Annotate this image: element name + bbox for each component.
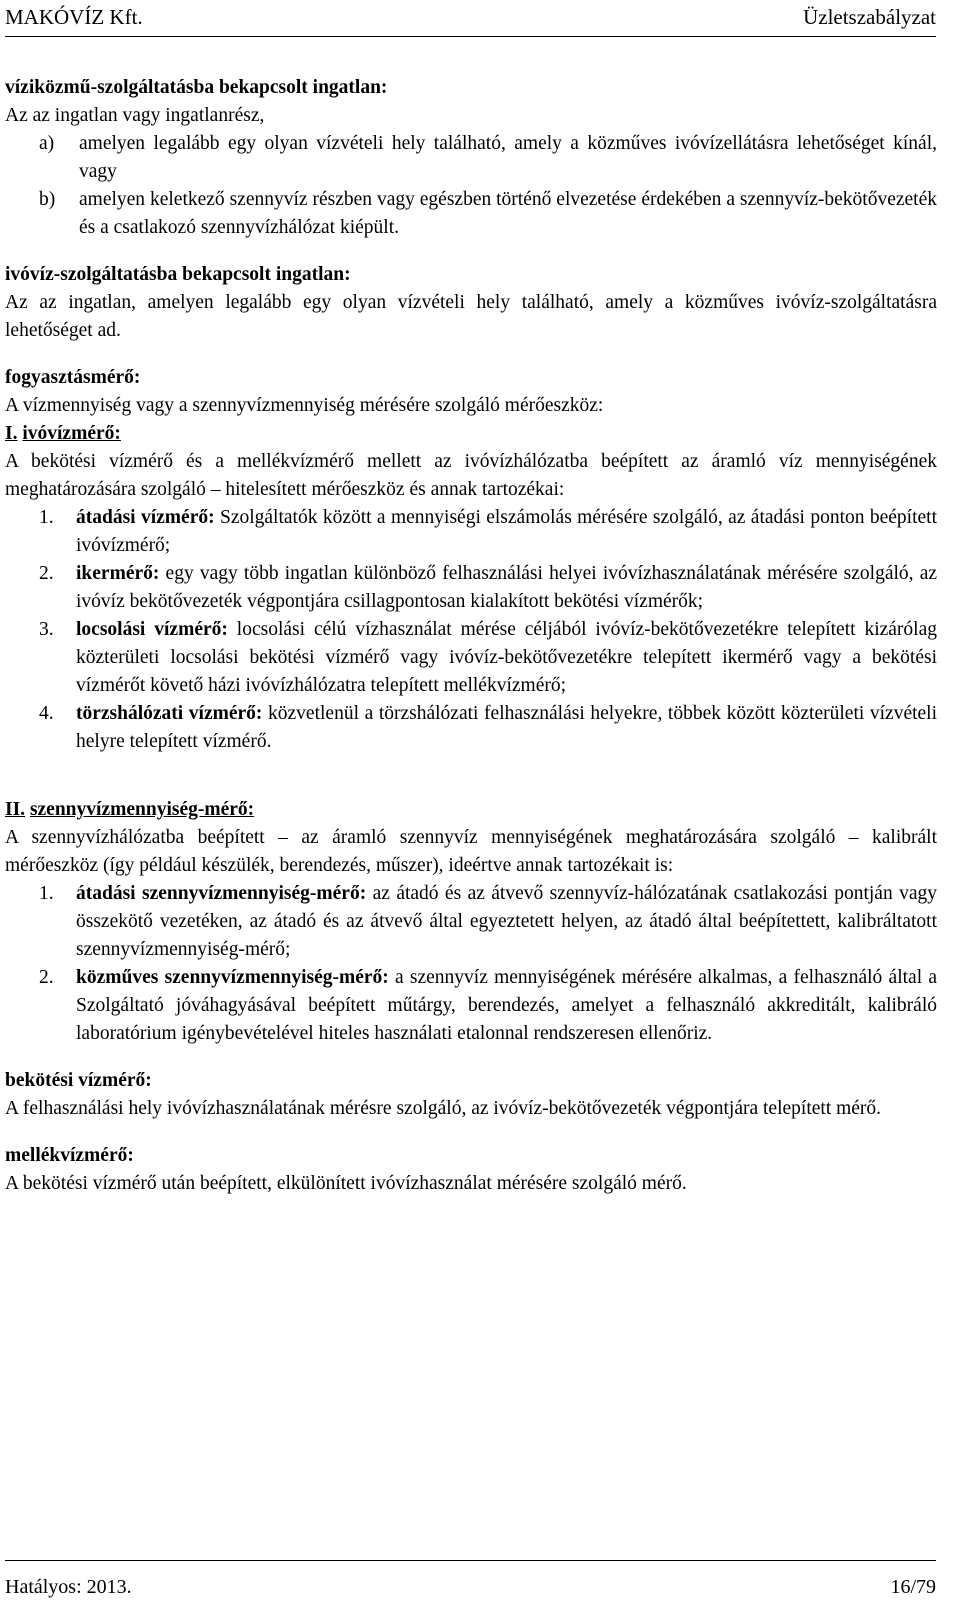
item-text: egy vagy több ingatlan különböző felhasználási helyei ivóvízhasználatának mérésére szolgáló, az ivóvíz bekötővezeték végpontjára csillagpontosan kialakított bekötési vízmérők; <box>76 563 938 612</box>
list-marker: a) <box>39 133 55 154</box>
item-text: az átadó és az átvevő szennyvíz-hálózatának csatlakozási pontján vagy összekötő vezetéken, az átadó és az átvevő által egyeztetett helyen, az átadó által beépítettett, kalibráltatott szennyvízmennyiség-mérő; <box>76 883 938 960</box>
list-item-text: amelyen legalább egy olyan vízvételi hely található, amely a közműves ivóvízellátásra lehetőséget kínál, vagy <box>79 133 937 182</box>
item-term: átadási szennyvízmennyiség-mérő: <box>76 883 367 904</box>
document-title: Üzletszabályzat <box>803 5 936 29</box>
item-text: közvetlenül a törzshálózati felhasználási helyekre, többek között közterületi vízvételi helyre telepített vízmérő. <box>76 703 938 752</box>
item-text: locsolási célú vízhasználat mérése céljából ivóvíz-bekötővezetékre telepített kizárólag közterületi locsolási bekötési vízmérő vagy ivóvíz-bekötővezetékre telepített ikermérő vagy a bekötési vízmérőt követő házi ivóvízhálózatra telepített mellékvízmérő; <box>76 619 937 696</box>
definition-text: A szennyvízhálózatba beépített – az áramló szennyvíz mennyiségének meghatározására szolgáló – kalibrált mérőeszköz (így például készülék, berendezés, műszer), ideértve annak tartozékait is: <box>5 827 937 876</box>
page-footer <box>5 1560 936 1607</box>
item-term: locsolási vízmérő: <box>76 619 228 640</box>
definition-text: Az az ingatlan, amelyen legalább egy olyan vízvételi hely található, amely a közműves ivóvíz-szolgáltatásra lehetőséget ad. <box>5 292 937 341</box>
numbered-item <box>5 616 937 700</box>
numbered-item <box>5 964 937 1048</box>
list-marker: b) <box>39 189 56 210</box>
definition-text: Az az ingatlan vagy ingatlanrész, <box>5 105 265 126</box>
list-item <box>5 130 937 186</box>
list-item-text: amelyen keletkező szennyvíz részben vagy egészben történő elvezetése érdekében a szennyvíz-bekötővezeték és a csatlakozó szennyvízhálózat kiépült. <box>79 189 937 238</box>
heading-number: II. <box>5 799 26 820</box>
list-item <box>5 186 937 242</box>
item-number: 3. <box>39 619 54 640</box>
company-name: MAKÓVÍZ Kft. <box>5 5 143 29</box>
subsection-heading <box>5 796 937 824</box>
item-term: átadási vízmérő: <box>76 507 215 528</box>
definition-text: A bekötési vízmérő után beépített, elkülönített ivóvízhasználat mérésére szolgáló mérő. <box>5 1173 687 1194</box>
item-number: 2. <box>39 563 54 584</box>
item-text: Szolgáltatók között a mennyiségi elszámolás mérésére szolgáló, az átadási ponton beépített ivóvízmérő; <box>76 507 937 556</box>
definition-text: A felhasználási hely ivóvízhasználatának mérésre szolgáló, az ivóvíz-bekötővezeték végpontjára telepített mérő. <box>5 1098 882 1119</box>
definition-term: ivóvíz-szolgáltatásba bekapcsolt ingatlan: <box>5 264 351 285</box>
item-text: a szennyvíz mennyiségének mérésére alkalmas, a felhasználó által a Szolgáltató jóváhagyásával beépített műtárgy, berendezés, amelyet a felhasználó akkreditált, kalibráló laboratórium igénybevételével hiteles használati etalonnal rendszeresen ellenőriz. <box>76 967 937 1044</box>
numbered-item <box>5 700 937 756</box>
item-number: 2. <box>39 967 54 988</box>
item-term: ikermérő: <box>76 563 160 584</box>
document-body <box>5 74 937 1198</box>
item-term: törzshálózati vízmérő: <box>76 703 263 724</box>
effective-date: Hatályos: 2013. <box>5 1576 132 1598</box>
numbered-item <box>5 880 937 964</box>
item-number: 4. <box>39 703 54 724</box>
page-header <box>5 2 936 37</box>
heading-number: I. <box>5 423 18 444</box>
definition-term: fogyasztásmérő: <box>5 367 141 388</box>
definition-term: víziközmű-szolgáltatásba bekapcsolt ingatlan: <box>5 77 388 98</box>
definition-text: A bekötési vízmérő és a mellékvízmérő mellett az ivóvízhálózatba beépített az áramló víz mennyiségének meghatározására szolgáló – hitelesített mérőeszköz és annak tartozékai: <box>5 451 937 500</box>
heading-term: szennyvízmennyiség-mérő: <box>29 799 255 820</box>
item-number: 1. <box>39 883 54 904</box>
definition-term: bekötési vízmérő: <box>5 1070 152 1091</box>
item-number: 1. <box>39 507 54 528</box>
definition-text: A vízmennyiség vagy a szennyvízmennyiség mérésére szolgáló mérőeszköz: <box>5 395 604 416</box>
item-term: közműves szennyvízmennyiség-mérő: <box>76 967 389 988</box>
page-number: 16/79 <box>890 1576 936 1598</box>
numbered-item <box>5 560 937 616</box>
numbered-item <box>5 504 937 560</box>
heading-term: ivóvízmérő: <box>22 423 121 444</box>
subsection-heading <box>5 420 937 448</box>
definition-term: mellékvízmérő: <box>5 1145 134 1166</box>
